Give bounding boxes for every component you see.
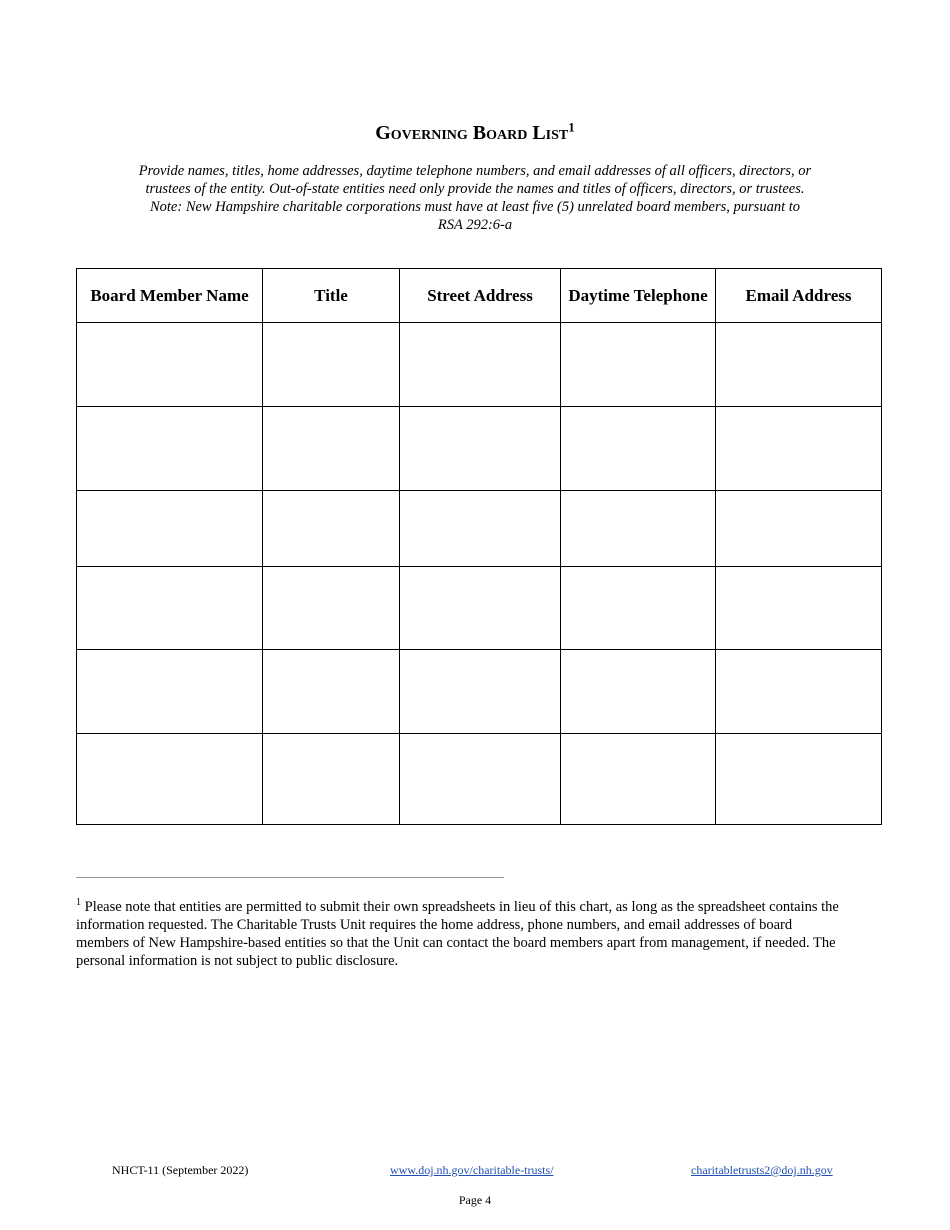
header-street-address: Street Address [400,269,561,323]
page-title-text: Governing Board List [375,122,569,144]
cell-telephone[interactable] [561,407,716,491]
cell-telephone[interactable] [561,567,716,650]
instructions-line: Provide names, titles, home addresses, daytime telephone numbers, and email addresses of all officers, directors, or [138,163,812,179]
table-row [77,323,882,407]
page-title [0,119,950,145]
cell-name[interactable] [77,567,263,650]
cell-email[interactable] [716,491,882,567]
footnote-marker: 1 [76,897,81,909]
website-link[interactable]: www.doj.nh.gov/charitable-trusts/ [390,1163,554,1177]
cell-telephone[interactable] [561,734,716,825]
footnote [76,898,846,970]
header-email-address: Email Address [716,269,882,323]
cell-name[interactable] [77,407,263,491]
cell-email[interactable] [716,650,882,734]
cell-name[interactable] [77,323,263,407]
form-id: NHCT-11 (September 2022) [112,1163,249,1177]
cell-street-address[interactable] [400,407,561,491]
header-title: Title [263,269,400,323]
board-member-table [76,268,882,825]
header-daytime-telephone: Daytime Telephone [561,269,716,323]
cell-title[interactable] [263,491,400,567]
cell-title[interactable] [263,734,400,825]
instructions-line: trustees of the entity. Out-of-state entities need only provide the names and titles of officers, directors, or trustees. [145,181,805,197]
table-row [77,491,882,567]
header-board-member-name: Board Member Name [77,269,263,323]
cell-street-address[interactable] [400,491,561,567]
cell-title[interactable] [263,407,400,491]
cell-telephone[interactable] [561,323,716,407]
cell-title[interactable] [263,323,400,407]
cell-street-address[interactable] [400,734,561,825]
cell-street-address[interactable] [400,567,561,650]
footnote-text: Please note that entities are permitted to submit their own spreadsheets in lieu of this chart, as long as the spreadsheet contains the information requested. The Charitable Trusts Unit requires the home address, phone numbers, and email addresses of board members of New Hampshire-based entities so that the Unit can contact the board members apart from management, if needed. The personal information is not subject to public disclosure. [76,899,839,969]
cell-street-address[interactable] [400,650,561,734]
footnote-divider [76,877,504,878]
cell-name[interactable] [77,650,263,734]
instructions [100,162,850,234]
cell-email[interactable] [716,734,882,825]
cell-email[interactable] [716,323,882,407]
title-footnote-marker: 1 [568,119,575,135]
table-row [77,650,882,734]
table-row [77,407,882,491]
page-number: Page 4 [458,1193,492,1207]
table-header-row [77,269,882,323]
instructions-line: RSA 292:6-a [437,217,513,233]
cell-name[interactable] [77,734,263,825]
cell-title[interactable] [263,650,400,734]
cell-telephone[interactable] [561,491,716,567]
instructions-line: Note: New Hampshire charitable corporations must have at least five (5) unrelated board members, pursuant to [149,199,800,215]
cell-street-address[interactable] [400,323,561,407]
cell-title[interactable] [263,567,400,650]
cell-email[interactable] [716,407,882,491]
cell-name[interactable] [77,491,263,567]
cell-email[interactable] [716,567,882,650]
cell-telephone[interactable] [561,650,716,734]
email-link[interactable]: charitabletrusts2@doj.nh.gov [691,1163,833,1177]
table-row [77,734,882,825]
table-row [77,567,882,650]
